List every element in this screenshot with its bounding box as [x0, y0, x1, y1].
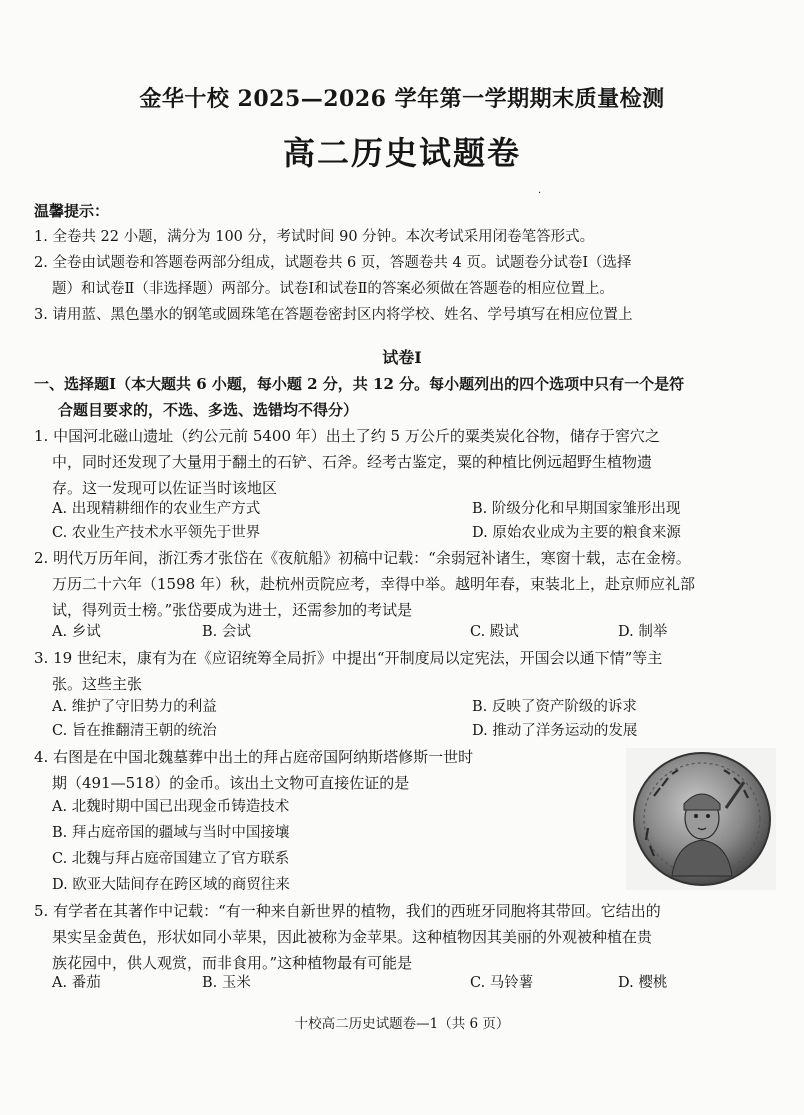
question-4-option-c[interactable]: C. 北魏与拜占庭帝国建立了官方联系 — [52, 851, 290, 867]
question-2-line-2: 万历二十六年（1598 年）秋，赴杭州贡院应考，幸得中举。越明年春，束装北上，赴京师应礼部 — [52, 575, 695, 593]
section-heading: 一、选择题Ⅰ（本大题共 6 小题，每小题 2 分，共 12 分。每小题列出的四个选项中只有一个是符 — [34, 375, 685, 393]
question-5-line-2: 果实呈金黄色，形状如同小苹果，因此被称为金苹果。这种植物因其美丽的外观被种植在贵 — [52, 928, 653, 946]
question-3-option-d[interactable]: D. 推动了洋务运动的发展 — [472, 723, 638, 739]
tip-item-1: 1. 全卷共 22 小题，满分为 100 分，考试时间 90 分钟。本次考试采用闭卷笔答形式。 — [34, 229, 595, 245]
question-5-option-a[interactable]: A. 番茄 — [52, 975, 101, 991]
exam-subtitle: 高二历史试题卷 — [282, 134, 521, 172]
question-3-option-a[interactable]: A. 维护了守旧势力的利益 — [52, 699, 217, 715]
question-5-option-d[interactable]: D. 樱桃 — [618, 975, 668, 991]
question-3-option-b[interactable]: B. 反映了资产阶级的诉求 — [472, 699, 637, 715]
question-1-options-row-2 — [52, 520, 772, 546]
tip-item-2: 2. 全卷由试题卷和答题卷两部分组成，试题卷共 6 页，答题卷共 4 页。试题卷分试卷Ⅰ（选择 — [34, 255, 632, 271]
question-1-options-row-1 — [52, 496, 772, 522]
question-2-option-d[interactable]: D. 制举 — [618, 624, 668, 640]
question-5-line-1: 5. 有学者在其著作中记载：“有一种来自新世界的植物，我们的西班牙同胞将其带回。它结出的 — [34, 902, 661, 920]
question-4-option-d[interactable]: D. 欧亚大陆间存在跨区域的商贸往来 — [52, 877, 290, 893]
scan-speck: · — [538, 188, 542, 199]
question-1-option-c[interactable]: C. 农业生产技术水平领先于世界 — [52, 525, 261, 541]
page-footer: 十校高二历史试题卷—1（共 6 页） — [294, 1016, 510, 1032]
question-5-option-b[interactable]: B. 玉米 — [202, 975, 251, 991]
question-2-line-3: 试，得列贡士榜。”张岱要成为进士，还需参加的考试是 — [52, 601, 413, 619]
tip-item-3: 3. 请用蓝、黑色墨水的钢笔或圆珠笔在答题卷密封区内将学校、姓名、学号填写在相应位置上 — [34, 307, 633, 323]
question-2-options — [52, 619, 772, 645]
tips-label: 温馨提示： — [34, 202, 110, 220]
question-3-options-row-1 — [52, 694, 772, 720]
question-2-line-1: 2. 明代万历年间，浙江秀才张岱在《夜航船》初稿中记载：“余弱冠补诸生，寒窗十载，志在金榜。 — [34, 549, 691, 567]
question-5-line-3: 族花园中，供人观赏，而非食用。”这种植物最有可能是 — [52, 954, 413, 972]
question-1-line-3: 存。这一发现可以佐证当时该地区 — [52, 479, 278, 497]
question-4-line-2: 期（491—518）的金币。该出土文物可直接佐证的是 — [52, 774, 410, 792]
tip-item-2-cont: 题）和试卷Ⅱ（非选择题）两部分。试卷Ⅰ和试卷Ⅱ的答案必须做在答题卷的相应位置上。 — [52, 281, 614, 297]
question-1-option-a[interactable]: A. 出现精耕细作的农业生产方式 — [52, 501, 261, 517]
question-2-option-a[interactable]: A. 乡试 — [52, 624, 101, 640]
question-4-line-1: 4. 右图是在中国北魏墓葬中出土的拜占庭帝国阿纳斯塔修斯一世时 — [34, 748, 474, 766]
byzantine-coin-image — [626, 748, 776, 890]
question-3-line-1: 3. 19 世纪末，康有为在《应诏统筹全局折》中提出“开制度局以定宪法，开国会以通下情”等主 — [34, 649, 663, 667]
question-1-option-b[interactable]: B. 阶级分化和早期国家雏形出现 — [472, 501, 681, 517]
question-3-option-c[interactable]: C. 旨在推翻清王朝的统治 — [52, 723, 217, 739]
question-4-option-a[interactable]: A. 北魏时期中国已出现金币铸造技术 — [52, 799, 290, 815]
section-heading-cont: 合题目要求的，不选、多选、选错均不得分） — [58, 401, 359, 419]
question-5-options — [52, 970, 772, 996]
question-4-option-b[interactable]: B. 拜占庭帝国的疆域与当时中国接壤 — [52, 825, 290, 841]
section-title: 试卷Ⅰ — [382, 348, 422, 367]
question-1-line-2: 中，同时还发现了大量用于翻土的石铲、石斧。经考古鉴定，粟的种植比例远超野生植物遗 — [52, 453, 653, 471]
question-1-option-d[interactable]: D. 原始农业成为主要的粮食来源 — [472, 525, 681, 541]
exam-title: 金华十校 2025—2026 学年第一学期期末质量检测 — [139, 86, 665, 112]
question-1-line-1: 1. 中国河北磁山遗址（约公元前 5400 年）出土了约 5 万公斤的粟类炭化谷物，储存于窖穴之 — [34, 427, 660, 445]
question-5-option-c[interactable]: C. 马铃薯 — [470, 975, 534, 991]
question-3-options-row-2 — [52, 718, 772, 744]
question-2-option-c[interactable]: C. 殿试 — [470, 624, 519, 640]
question-3-line-2: 张。这些主张 — [52, 675, 143, 693]
question-2-option-b[interactable]: B. 会试 — [202, 624, 251, 640]
